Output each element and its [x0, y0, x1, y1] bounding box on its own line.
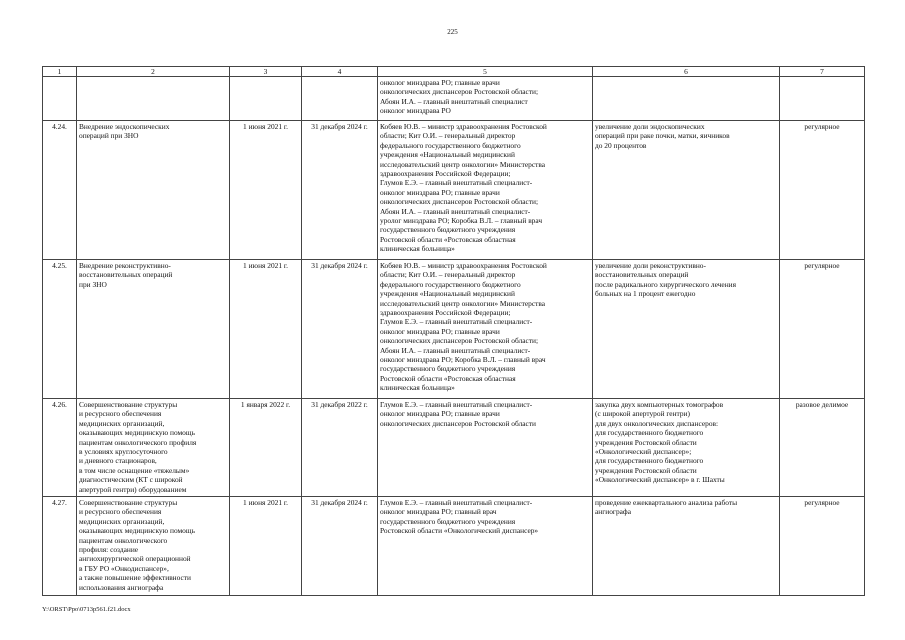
activity-cell: Совершенствование структуры и ресурсного обеспечения медицинских организаций, оказывающих медицинскую помощь пациентам онкологического профиля: создание ангиохирургической операционной в ГБУ РО «Онкодиспансер», а также повышение эффективности использования ангиографа [77, 497, 230, 596]
result-cell: закупка двух компьютерных томографов (с широкой апертурой гентри) для двух онкологических диспансеров: для государственного бюджетного учреждения Ростовской области «Онкологический диспансер»; для государственного бюджетного учреждения Ростовской области «Онкологический диспансер» в г. Шахты [593, 399, 780, 497]
type-cell: регулярное [780, 121, 865, 260]
page-number: 225 [447, 28, 458, 36]
start-date-cell: 1 июня 2021 г. [230, 497, 302, 596]
activity-cell: Внедрение эндоскопических операций при ЗНО [77, 121, 230, 260]
column-header: 1 [43, 67, 77, 77]
column-header: 3 [230, 67, 302, 77]
start-date-cell: 1 января 2022 г. [230, 399, 302, 497]
result-cell: увеличение доли эндоскопических операций при раке почки, матки, яичников до 20 процентов [593, 121, 780, 260]
column-header: 5 [378, 67, 593, 77]
column-header: 7 [780, 67, 865, 77]
start-date-cell: 1 июня 2021 г. [230, 121, 302, 260]
plan-table [42, 66, 865, 596]
row-number: 4.26. [43, 399, 77, 497]
end-date-cell: 31 декабря 2024 г. [302, 121, 378, 260]
type-cell: разовое делимое [780, 399, 865, 497]
type-cell: регулярное [780, 497, 865, 596]
table-row [43, 260, 865, 399]
type-cell: регулярное [780, 260, 865, 399]
executors-cell: Кобяев Ю.В. – министр здравоохранения Ростовской области; Кит О.И. – генеральный директор федерального государственного бюджетного учреждения «Национальный медицинский исследовательский центр онкологии» Министерства здравоохранения Российской Федерации; Глумов Е.Э. – главный внештатный специалист- онколог минздрава РО; главные врачи онкологических диспансеров Ростовской области; Абоян И.А. – главный внештатный специалист- уролог минздрава РО; Коробка В.Л. – главный врач государственного бюджетного учреждения Ростовской области «Ростовская областная клиническая больница» [378, 121, 593, 260]
header-row [43, 67, 865, 77]
table-row [43, 121, 865, 260]
executors-cell: Глумов Е.Э. – главный внештатный специалист- онколог минздрава РО; главный врач государственного бюджетного учреждения Ростовской области «Онкологический диспансер» [378, 497, 593, 596]
table-row [43, 399, 865, 497]
executors-cell: онколог минздрава РО; главные врачи онкологических диспансеров Ростовской области; Абоян И.А. – главный внештатный специалист онколог минздрава РО [378, 77, 593, 121]
executors-cell: Кобяев Ю.В. – министр здравоохранения Ростовской области; Кит О.И. – генеральный директор федерального государственного бюджетного учреждения «Национальный медицинский исследовательский центр онкологии» Министерства здравоохранения Российской Федерации; Глумов Е.Э. – главный внештатный специалист- онколог минздрава РО; главные врачи онкологических диспансеров Ростовской области; Абоян И.А. – главный внештатный специалист- онколог минздрава РО; Коробка В.Л. – главный врач государственного бюджетного учреждения Ростовской области «Ростовская областная клиническая больница» [378, 260, 593, 399]
end-date-cell: 31 декабря 2024 г. [302, 497, 378, 596]
column-header: 6 [593, 67, 780, 77]
column-header: 2 [77, 67, 230, 77]
column-header: 4 [302, 67, 378, 77]
activity-cell: Внедрение реконструктивно- восстановительных операций при ЗНО [77, 260, 230, 399]
table-row-continuation [43, 77, 865, 121]
executors-cell: Глумов Е.Э. – главный внештатный специалист- онколог минздрава РО; главные врачи онкологических диспансеров Ростовской области [378, 399, 593, 497]
row-number: 4.27. [43, 497, 77, 596]
end-date-cell: 31 декабря 2024 г. [302, 260, 378, 399]
table-row [43, 497, 865, 596]
row-number: 4.24. [43, 121, 77, 260]
end-date-cell: 31 декабря 2022 г. [302, 399, 378, 497]
start-date-cell: 1 июня 2021 г. [230, 260, 302, 399]
row-number: 4.25. [43, 260, 77, 399]
file-path-footer: Y:\ORST\Ppo\0713p561.f21.docx [42, 606, 131, 613]
result-cell: увеличение доли реконструктивно- восстановительных операций после радикального хирургического лечения больных на 1 процент ежегодно [593, 260, 780, 399]
activity-cell: Совершенствование структуры и ресурсного обеспечения медицинских организаций, оказывающих медицинскую помощь пациентам онкологического профиля в условиях круглосуточного и дневного стационаров, в том числе оснащение «тяжелым» диагностическим (КТ с широкой апертурой гентри) оборудованием [77, 399, 230, 497]
result-cell: проведение ежеквартального анализа работы ангиографа [593, 497, 780, 596]
